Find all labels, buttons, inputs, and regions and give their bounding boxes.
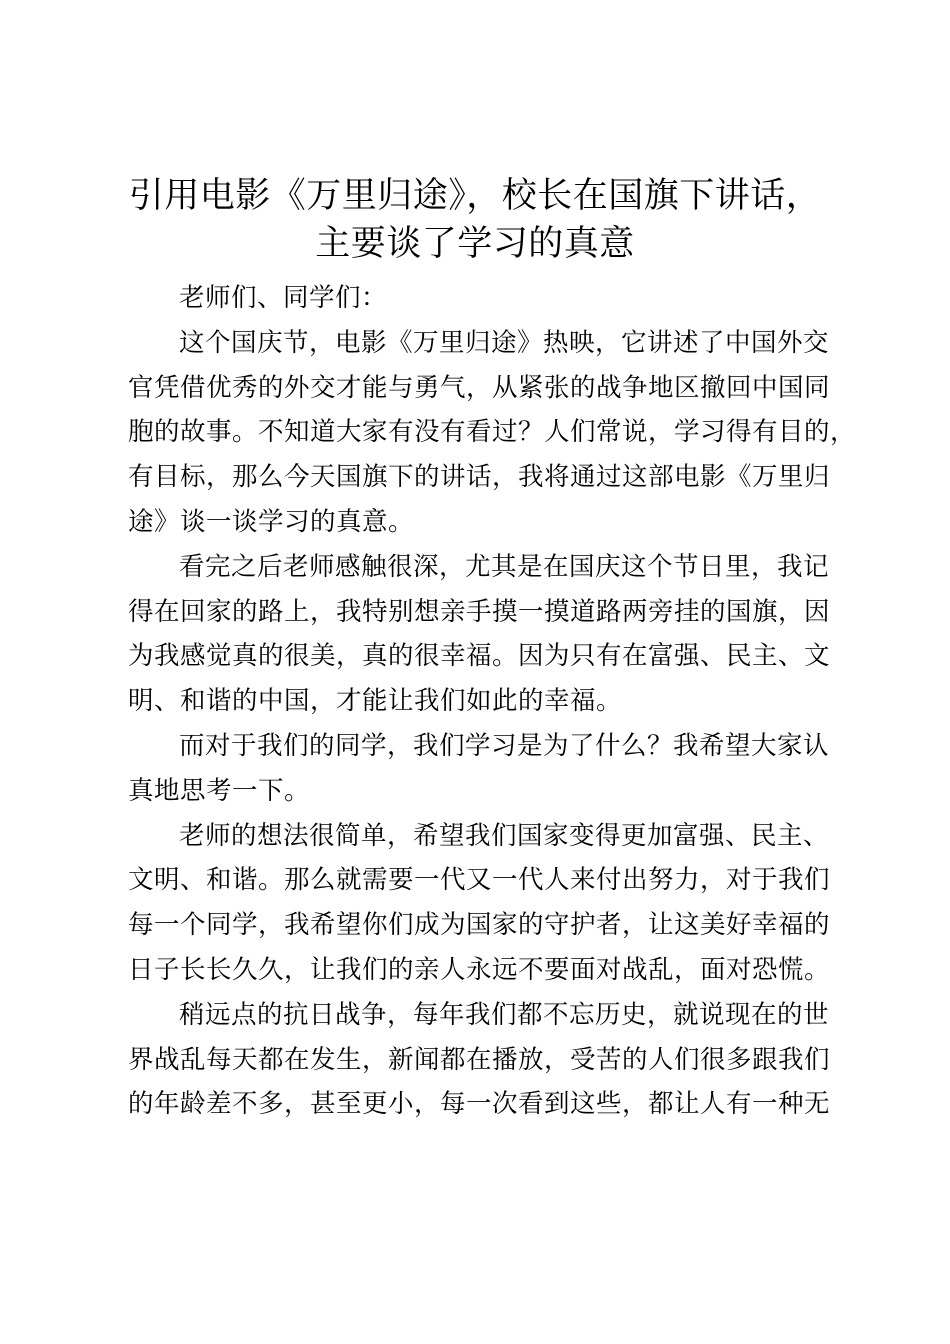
paragraph-1-line-4: 有目标，那么今天国旗下的讲话，我将通过这部电影《万里归 — [128, 462, 831, 493]
paragraph-5-line-1: 稍远点的抗日战争，每年我们都不忘历史，就说现在的世 — [179, 999, 830, 1030]
paragraph-5-line-3: 的年龄差不多，甚至更小，每一次看到这些，都让人有一种无 — [128, 1089, 831, 1120]
title-line-1: 引用电影《万里归途》，校长在国旗下讲话， — [128, 176, 822, 216]
title-line-2: 主要谈了学习的真意 — [315, 224, 635, 264]
paragraph-1-line-5: 途》谈一谈学习的真意。 — [128, 506, 415, 537]
paragraph-1-line-1: 这个国庆节，电影《万里归途》热映，它讲述了中国外交 — [179, 327, 830, 358]
paragraph-1-line-2: 官凭借优秀的外交才能与勇气，从紧张的战争地区撤回中国同 — [128, 372, 831, 403]
document-body — [128, 276, 857, 1127]
paragraph-1-line-3: 胞的故事。不知道大家有没有看过？人们常说，学习得有目的， — [128, 417, 857, 448]
page-title — [100, 172, 850, 268]
paragraph-2-line-2: 得在回家的路上，我特别想亲手摸一摸道路两旁挂的国旗，因 — [128, 596, 831, 627]
paragraph-4-line-1: 老师的想法很简单，希望我们国家变得更加富强、民主、 — [179, 820, 830, 851]
paragraph-5-line-2: 界战乱每天都在发生，新闻都在播放，受苦的人们很多跟我们 — [128, 1044, 831, 1075]
salutation-line: 老师们、同学们： — [179, 283, 388, 313]
paragraph-2-line-3: 为我感觉真的很美，真的很幸福。因为只有在富强、民主、文 — [128, 641, 831, 672]
paragraph-2-line-4: 明、和谐的中国，才能让我们如此的幸福。 — [128, 686, 623, 717]
paragraph-3-line-2: 真地思考一下。 — [128, 775, 311, 806]
paragraph-3-line-1: 而对于我们的同学，我们学习是为了什么？我希望大家认 — [179, 730, 830, 761]
paragraph-4-line-4: 日子长长久久，让我们的亲人永远不要面对战乱，面对恐慌。 — [128, 954, 831, 985]
paragraph-4-line-2: 文明、和谐。那么就需要一代又一代人来付出努力，对于我们 — [128, 865, 831, 896]
paragraph-4-line-3: 每一个同学，我希望你们成为国家的守护者，让这美好幸福的 — [128, 910, 831, 941]
paragraph-2-line-1: 看完之后老师感触很深，尤其是在国庆这个节日里，我记 — [179, 551, 830, 582]
